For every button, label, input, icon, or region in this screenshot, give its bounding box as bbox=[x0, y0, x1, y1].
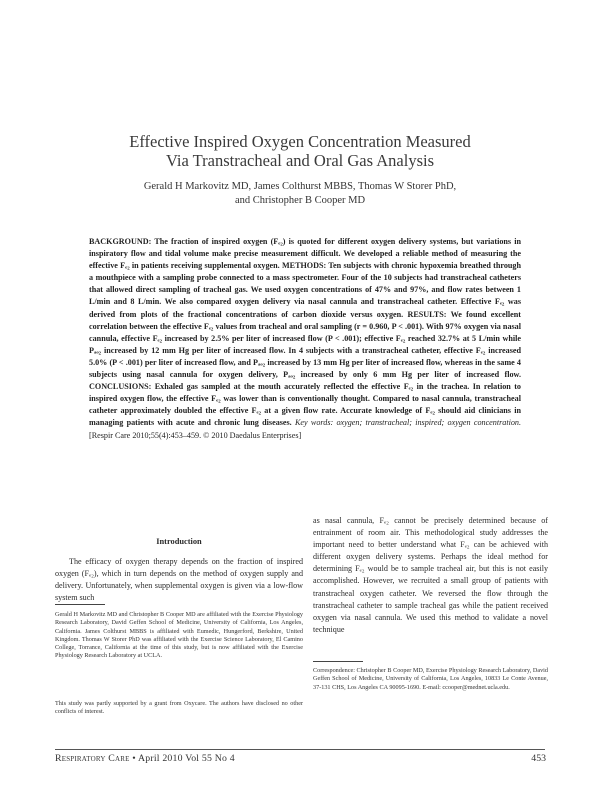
results-label: RESULTS: bbox=[407, 309, 447, 319]
introduction-heading: Introduction bbox=[156, 537, 202, 546]
page-number: 453 bbox=[531, 753, 546, 764]
abstract bbox=[89, 236, 521, 442]
introduction-paragraph-left: The efficacy of oxygen therapy depends on the fraction of inspired oxygen (Fₑ₂), which in turn depends on the method of oxygen supply and delivery. Unfortunately, when supplemental oxygen is given via a low-flow system such bbox=[55, 557, 303, 603]
journal-footer bbox=[55, 753, 235, 764]
methods-text: Ten subjects with chronic hypoxemia breathed through a mouthpiece with a sampling probe connected to a mass spectrometer. Four of the 10 subjects had transtracheal catheters that allowed direct sampling of tracheal gas. We used oxygen concentrations of 47% and 97%, and flow rates between 1 L/min and 8 L/min. We also compared oxygen delivery via nasal cannula and transtracheal catheter. Effective Fₑ₂ was derived from plots of the fractional concentrations of carbon dioxide versus oxygen. bbox=[89, 261, 521, 319]
background-label: BACKGROUND: bbox=[89, 237, 152, 246]
results-text: We found excellent correlation between the effective Fₑ₂ values from tracheal and oral sampling (r = 0.960, P < .001). With 97% oxygen via nasal cannula, effective Fₑ₂ increased by 2.5% per liter of increased flow (P < .001); effective Fₑ₂ reached 32.7% at 5 L/min while Pₐₒ₂ increased by 12 mm Hg per liter of increased flow. In 4 subjects with a transtracheal catheter, effective Fₑ₂ increased 5.0% (P < .001) per liter of increased flow, and Pₐₒ₂ increased by 13 mm Hg per liter of increased flow, whereas in the same 4 subjects using nasal cannula for oxygen delivery, Pₐₒ₂ increased by only 6 mm Hg per liter of increased flow. bbox=[89, 309, 521, 380]
authors-line-1: Gerald H Markovitz MD, James Colthurst MBBS, Thomas W Storer PhD, bbox=[143, 181, 457, 192]
introduction-paragraph-right: as nasal cannula, Fₑ₂ cannot be precisely determined because of entrainment of room air. This methodological study addresses the important need to better understand what Fₑ₂ can be achieved with different oxygen delivery systems. Perhaps the ideal method for determining Fₑ₂ would be to sample tracheal air, but this is not easily accomplished. However, we recruited a small group of patients with transtracheal oxygen catheter. We reversed the flow through the transtracheal catheter to sample tracheal gas while the patient received oxygen via nasal cannula. We used this method to validate a novel technique bbox=[313, 516, 548, 634]
affiliations-footnote: Gerald H Markovitz MD and Christopher B Cooper MD are affiliated with the Exercise Physiology Research Laboratory, David Geffen School of Medicine, University of California, Los Angeles, California. James Colthurst MBBS is affiliated with Eumedic, Hungerford, Berkshire, United Kingdom. Thomas W Storer PhD was affiliated with the Exercise Science Laboratory, El Camino College, Torrance, California at the time of this study, but is now affiliated with the Exercise Physiology Research Laboratory at UCLA. bbox=[55, 611, 303, 660]
title-line-1: Effective Inspired Oxygen Concentration Measured bbox=[129, 132, 471, 151]
left-column bbox=[55, 536, 303, 604]
funding-footnote: This study was partly supported by a grant from Oxycare. The authors have disclosed no other conflicts of interest. bbox=[55, 700, 303, 716]
paper-title bbox=[60, 132, 540, 170]
keywords-label: Key words: bbox=[295, 418, 334, 428]
keywords-text: oxygen; transtracheal; inspired; oxygen concentration. bbox=[336, 418, 521, 428]
methods-label: METHODS: bbox=[281, 261, 327, 271]
journal-issue: • April 2010 Vol 55 No 4 bbox=[132, 753, 235, 764]
title-line-2: Via Transtracheal and Oral Gas Analysis bbox=[166, 151, 434, 170]
footer-divider bbox=[55, 749, 545, 750]
authors-line-2: and Christopher B Cooper MD bbox=[234, 195, 366, 206]
citation: [Respir Care 2010;55(4):453–459. © 2010 Daedalus Enterprises] bbox=[89, 430, 302, 440]
footnote-divider-right bbox=[313, 661, 363, 662]
journal-name: Respiratory Care bbox=[55, 753, 130, 764]
correspondence-footnote: Correspondence: Christopher B Cooper MD, Exercise Physiology Research Laboratory, David Geffen School of Medicine, University of California, Los Angeles, 10833 Le Conte Avenue, 37-131 CHS, Los Angeles CA 90095-1690. E-mail: ccooper@mednet.ucla.edu. bbox=[313, 667, 548, 691]
conclusions-text: Exhaled gas sampled at the mouth accurately reflected the effective Fₑ₂ in the trachea. In relation to inspired oxygen flow, the effective Fₑ₂ was lower than is conventionally thought. Compared to nasal cannula, transtracheal catheter approximately doubled the effective Fₑ₂ at a given flow rate. Accurate knowledge of Fₑ₂ should aid clinicians in managing patients with acute and chronic lung diseases. bbox=[89, 382, 521, 428]
footnote-divider-left bbox=[55, 604, 105, 605]
background-text: The fraction of inspired oxygen (Fₑ₂) is quoted for different oxygen delivery systems, but variations in inspiratory flow and tidal volume make precise measurement difficult. We developed a reliable method of measuring the effective Fₑ₂ in patients receiving supplemental oxygen. bbox=[89, 237, 522, 271]
conclusions-label: CONCLUSIONS: bbox=[89, 382, 152, 392]
author-list bbox=[60, 180, 540, 208]
right-column bbox=[313, 515, 548, 636]
